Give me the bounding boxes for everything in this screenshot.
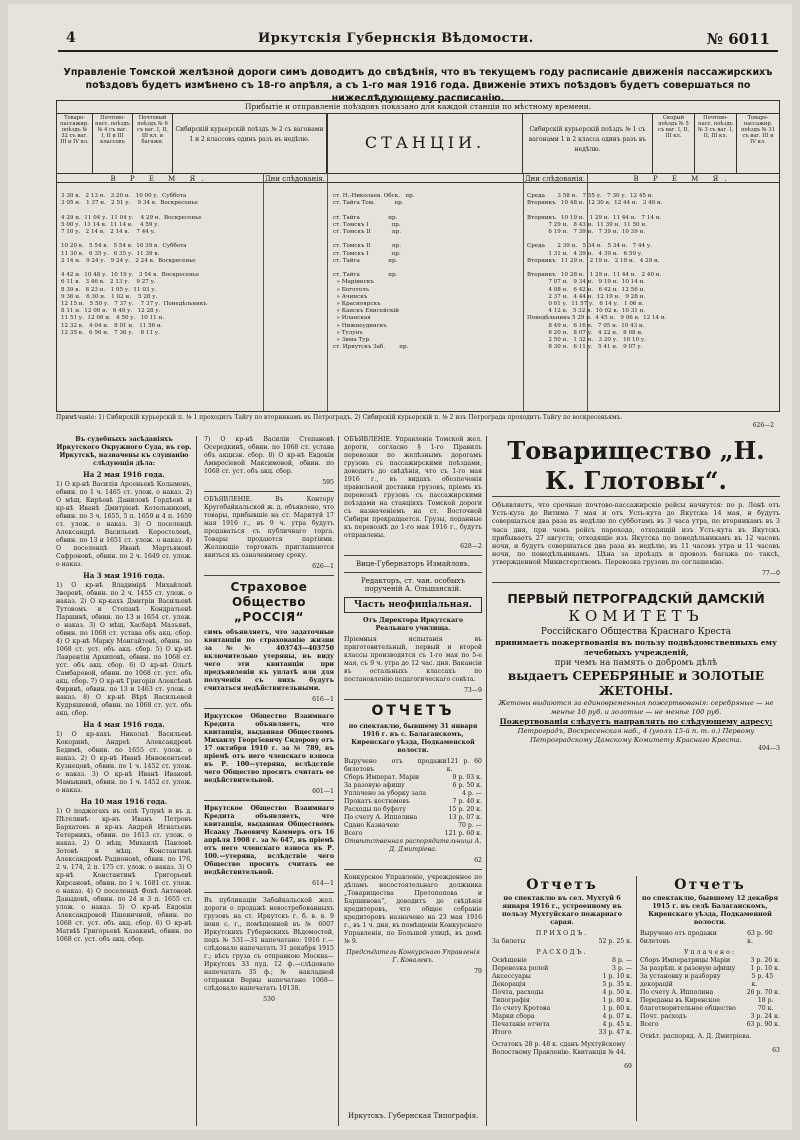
divider xyxy=(204,892,334,893)
divider xyxy=(204,800,334,801)
report-line-amount: 4 р. 50 к. xyxy=(602,989,632,996)
report-line-amount: 1 р. 10 к. xyxy=(602,973,632,980)
days-label-left: Дни слѣдованія. xyxy=(264,175,326,183)
report-line xyxy=(492,938,632,946)
report-line-amount: 4 р. 45 к. xyxy=(602,1021,632,1028)
newspaper-page xyxy=(8,4,792,1130)
court-date-heading: На 4 мая 1916 года. xyxy=(83,720,165,729)
report-line-label: Декорація xyxy=(492,981,526,988)
report-line xyxy=(640,989,780,997)
report-line-label: По счету А. Ипполина xyxy=(344,814,418,821)
announcement-text: Въ публикаціи Забайкальской жел. дороги о продажѣ невостребованныхъ грузовъ на ст. Иркутскъ г. б. в. в. 9 іюня с. г., помѣщенной въ № 6007 Иркутскихъ Губернскихъ Вѣдомостей, подъ № 531—31 напечатано: 1916 г.—слѣдовало напечатать 31 декабря 1915 г.; вѣсъ груза съ отпрaвкою Москва—Иркутскъ 33 пуд. 12 ф.—слѣдовало напечатать 35 ф.; № накладной отправки Вервы напечатано 1068—слѣдовало напечатать 10138. xyxy=(204,897,334,992)
announcement-ref: 73—9 xyxy=(464,687,482,694)
stations-heading: СТАНЦІИ. xyxy=(327,113,523,173)
report-line xyxy=(344,798,482,806)
report-line xyxy=(640,930,780,946)
report-signature: Отвѣтственная распорядительница А. Д. Дмитріева. xyxy=(344,838,482,853)
timetable-header-left-2: Почтово-пасс. поѣздъ № 4 съ ваг. I, II и III классовъ xyxy=(93,113,133,173)
income-lines xyxy=(640,930,780,946)
unofficial-section-heading: Часть неофиціальная. xyxy=(344,597,482,613)
court-date-heading: На 2 мая 1916 года. xyxy=(83,470,165,479)
announcement-ref: 626—1 xyxy=(312,563,334,570)
report-line-amount: 1 р. 60 к. xyxy=(602,1005,632,1012)
report-line-amount: 13 р. 07 к. xyxy=(448,814,482,821)
court-intro: Въ судебныхъ засѣданіяхъ Иркутского Окружного Суда, въ гор. Иркутскѣ, назначены къ слушанію слѣдующія дѣла: xyxy=(56,436,192,467)
timetable-header-left-3: Почтовый поѣздъ № 6 съ ваг. I, II, III кл. и багажн. xyxy=(133,113,173,173)
report-line-amount: 33 р. 47 к. xyxy=(598,1029,632,1036)
court-cases: 1) О кр-кахъ Николаѣ Васильевѣ Кокоринѣ, Андреѣ Александровѣ Бедимѣ, обвин. по 1655 ст. улож. о наказ. 2) О кр-нѣ Иванѣ Иннокентьевѣ Кузнецовѣ, обвин. по 1 ч. 1452 ст. улож. о наказ. 3) О кр-нѣ Иванѣ Ивановѣ Мамыкинѣ, обвин. по 1 ч. 1452 ст. улож. о наказ. xyxy=(56,731,192,794)
report-footer: Остатокъ 28 р. 48 к. сданъ Мухтуйскому Волостному Правленію. Квитанція № 44. xyxy=(492,1041,626,1056)
report-line xyxy=(640,965,780,973)
divider xyxy=(344,555,482,556)
report-line-amount: 1 р. 80 к. xyxy=(602,997,632,1004)
time-label-left: В Р Е М Я. xyxy=(57,173,263,183)
divider xyxy=(344,572,482,573)
report-line-amount: 52 р. 25 к. xyxy=(598,938,632,945)
report-line-amount: 3 р. 26 к. xyxy=(750,957,780,964)
address-label: Пожертвованія слѣдуетъ направлять по слѣдующему адресу: xyxy=(499,716,773,726)
timetable-header-left-4: Сибирскій курьерскій поѣздъ № 2 съ вагонами 1 и 2 классовъ одинъ разъ въ недѣлю. xyxy=(173,113,327,173)
glotov-text: Объявляетъ, что срочные почтово-пассажирскіе рейсы начнутся: по р. Ленѣ отъ Усть-кута до Витима 7 мая и отъ Усть-кута до Якутска 14 мая, и будутъ совершаться два раза въ недѣлю по субботамъ въ 3 часа утра, по вторникамъ въ 3 часа дня, при чемъ рейсъ парохода, отходящій изъ Усть-кута въ Якутскъ прибываетъ 27 августа; отходящіе изъ Якутска по понедѣльникамъ въ 12 часовъ ночи, и будутъ совершаться два раза въ недѣлю, въ 11 часовъ утра и 11 часовъ ночи, по понедѣльникамъ. Цѣна за проѣздъ и провозъ багажа по таксѣ, утвержденной Министерствомъ. Перевозка грузовъ по соглашенію. xyxy=(492,501,780,567)
report-line-amount: 18 р. 70 к. xyxy=(757,997,774,1012)
address-text: Петроградъ, Воскресенская наб., 4 (уголъ 15-й п. т. о.) Первому Петроградскому Дамскому Комитету Краснаго Креста. xyxy=(517,726,755,744)
editor-signature: Редакторъ, ст. чан. особыхъ порученій А. Ольшанскій. xyxy=(361,577,465,593)
timetable-header-right-1: Сибирскій курьерскій поѣздъ № 1 съ вагонами 1 и 2 класса одинъ разъ въ недѣлю. xyxy=(523,113,653,173)
income-lines xyxy=(492,938,632,946)
timetable-header-left-1: Товаро-пассажир. поѣздъ № 32 съ ваг. III и IV кл. xyxy=(57,113,93,173)
timetable-footnote-text: Примѣчаніе: 1) Сибирскій курьерскій п. № 1 проходитъ Тайгу по вторникамъ въ Петроградъ. 2) Сибирскій курьерскій п. № 2 изъ Петрограда проходитъ Тайгу по воскресеньямъ. xyxy=(56,414,623,421)
report-line xyxy=(344,790,482,798)
announcement-text: Иркутское Общество Взаимнаго Кредита объявляетъ, что квитанція, выданная Обществомъ Михаилу Георгіевичу Сидорову отъ 17 октября 1910 г. за № 789, въ пріемѣ отъ него членскаго взноса въ Р. 100—утеряна, вслѣдствіе чего Общество проситъ считать ее недѣйствительной. xyxy=(204,713,334,784)
report-line-label: Прокатъ костюмовъ xyxy=(344,798,410,805)
report-line xyxy=(344,822,482,830)
report-line xyxy=(640,997,780,1013)
court-date-heading: На 3 мая 1916 года. xyxy=(83,571,165,580)
report-line-label: Всего xyxy=(344,830,363,837)
timetable-left-rows: 3 30 в. 2 13 н. 3 20 н. 10 00 у. Суббота 3 05 н. 1 37 н. 2 51 у. 9 34 в. Воскресенье 4 29 н. 11 04 у. 11 04 у. 4 29 н. Воскресенье 5 00 у. 11 14 в. 11 14 в. 4 59 у. 7 10 у. 2 14 в. 2 14 в. 7 44 у. 10 20 в. 5 54 в. 5 54 в. 10 39 в. Суббота 11 30 в. 6 35 у. 6 35 у. 11 39 в. 2 14 н. 9 24 у. 9 24 у. 2 24 в. Воскресенье 4 42 н. 10 48 у. 10 19 у. 3 54 в. Воскресенье 6 11 в. 3 46 в. 2 13 у. 9 27 у. 8 39 в. 8 23 н. 1 05 у. 11 03 у. 9 36 н. 6 30 н. 1 02 н. 5 28 у. 12 15 н. 5 50 у. 7 37 у. 7 37 у. Понедѣльникъ 8 11 н. 12 00 н. 6 40 у. 12 28 у. 11 51 у. 12 09 н. 4 50 у. 10 11 н. 12 32 в. 4 04 н. 8 01 н. 11 56 н. 12 35 в. 6 56 н. 7 36 у. 8 11 у. xyxy=(61,193,207,336)
report-mukhtui xyxy=(492,876,637,1121)
expense-lines xyxy=(492,957,632,1037)
report-line xyxy=(640,1013,780,1021)
announcement-ref: 77—0 xyxy=(762,569,780,577)
divider xyxy=(492,582,780,583)
report-line-amount: 5 р. 35 к. xyxy=(602,981,632,988)
timetable-header-right-4: Товаро-пассажир. поѣздъ № 31 съ ваг. III и IV кл. xyxy=(741,115,775,145)
tokens-line: выдаетъ СЕРЕБРЯНЫЕ и ЗОЛОТЫЕ ЖЕТОНЫ. xyxy=(507,668,765,698)
report-line-amount: 5 р. 45 к. xyxy=(751,973,774,988)
announcement-ref: 69 xyxy=(624,1063,632,1071)
announcement-ref: 616—1 xyxy=(312,696,334,703)
report-line xyxy=(640,973,780,989)
report-line xyxy=(492,957,632,965)
report-line xyxy=(344,814,482,822)
announcement-ref: 63 xyxy=(772,1047,780,1055)
announcement-ref: 595 xyxy=(322,479,334,486)
donations-line: принимаетъ пожертвованія въ пользу подвѣдомственныхъ ему лечебныхъ учрежденій, xyxy=(495,637,777,657)
issue-number: № 6011 xyxy=(706,30,770,48)
announcement-text: симъ объявляетъ, что задаточные квитанціи по страхованію жизни за №№ 403743—403750 включительно утеряны, въ виду чего эти квитанціи при предъявленіи къ уплатѣ или для полученія съ нихъ будутъ считаться недѣйствительными. xyxy=(204,629,334,692)
report-line xyxy=(492,1021,632,1029)
court-date-heading: На 10 мая 1916 года. xyxy=(80,797,168,806)
committee-word: КОМИТЕТЪ xyxy=(568,606,704,625)
report-line-label: Всего xyxy=(640,1021,659,1028)
school-heading: Отъ Директора Иркутскаго Реальнаго училища. xyxy=(363,617,463,632)
report-line-label: Почта, расходы xyxy=(492,989,544,996)
report-line xyxy=(492,1029,632,1037)
report-line-label: Освѣщеніе xyxy=(492,957,527,964)
tokens-conditions: Жетоны выдаются за единовременныя пожертвованія: серебряные — не менѣе 10 руб. и золотые — не менѣе 100 руб. xyxy=(498,698,774,716)
report-line-label: Выручено отъ продажи билетовъ xyxy=(640,930,717,945)
report-line-amount: 4 р. 07 к. xyxy=(602,1013,632,1020)
report-line xyxy=(492,989,632,997)
report-line-amount: 1 р. 10 к. xyxy=(750,965,780,972)
time-label-right: В Р Е М Я. xyxy=(587,173,779,183)
report-heading: ОТЧЕТЪ xyxy=(371,703,455,719)
report-line-amount: 121 р. 60 к. xyxy=(446,758,482,773)
timetable-caption: Прибытіе и отправленіе поѣздовъ показано для каждой станціи по мѣстному времени. xyxy=(57,101,779,114)
report-line-amount: 26 р. 70 к. xyxy=(746,989,780,996)
report-balagansk xyxy=(640,876,780,1121)
income-label: ПРИХОДЪ. xyxy=(535,930,589,937)
report-line xyxy=(492,997,632,1005)
report-line-label: Печатаніе отчета xyxy=(492,1021,550,1028)
report-line-label: По счету А. Ипполина xyxy=(640,989,714,996)
announcement-ref: 79 xyxy=(474,968,482,975)
divider xyxy=(327,173,328,411)
report-subheading: по спектаклю, бывшему 12 декабря 1915 г. въ селѣ Балаганскомъ, Киренскаго уѣзда, Подкаменной волости. xyxy=(641,894,779,926)
report-lines xyxy=(344,758,482,838)
report-line-label: Марки сбора xyxy=(492,1013,535,1020)
report-line xyxy=(492,973,632,981)
announcement-text: Конкурсное Управленіе, учрежденное по дѣламъ несостоятельнаго должника „Товарищества Протопопова и Баршинова“, доводитъ до свѣдѣнія кредиторовъ, что общее собраніе кредиторовъ назначено на 23 мая 1916 г., въ 1 ч. дня, въ помѣщеніи Конкурснаго Управленія, по Большой улицѣ, въ домѣ № 9. xyxy=(344,874,482,945)
column-official xyxy=(344,436,487,1126)
announcement-ref: 530 xyxy=(263,996,275,1003)
report-line-amount: 70 р. — xyxy=(458,822,482,829)
memory-line: при чемъ на память о добромъ дѣлѣ xyxy=(554,657,718,668)
report-line-amount: 63 р. 90 к. xyxy=(747,930,773,945)
printer-imprint: Иркутскъ. Губернская Типографія. xyxy=(348,1112,479,1120)
report-line-amount: 63 р. 90 к. xyxy=(746,1021,780,1028)
timetable-footnote xyxy=(56,414,780,429)
report-line xyxy=(640,957,780,965)
stations-label-gap xyxy=(327,173,523,183)
report-line-label: Выручено отъ продажи билетовъ xyxy=(344,758,447,773)
report-line-label: Сборъ Императрицы Маріи xyxy=(640,957,731,964)
report-line-label: По счету Кротова xyxy=(492,1005,551,1012)
report-line-amount: 3 р. 24 к. xyxy=(750,1013,780,1020)
column-announcements xyxy=(204,436,339,1126)
report-line xyxy=(344,806,482,814)
timetable-right-rows: Среда 3 58 н. 7 55 у. 7 30 у. 12 45 н. Вторникъ 10 48 н. 12 30 в. 12 44 н. 3 40 н. Вторникъ 10 19 н. 1 29 н. 11 44 н. 7 14 н. 7 29 н. 8 43 н. 11 39 н. 11 50 н. 6 19 н. 7 39 н. 7 39 н. 10 39 н. Среда 2 39 н. 5 34 н. 5 34 н. 7 44 у. 1 31 н. 4 39 н. 4 39 н. 6 59 у. Вторникъ 11 29 н. 2 19 н. 2 19 н. 4 29 н. Вторникъ 10 28 н. 1 29 н. 11 44 н. 2 40 н. 7 07 н. 9 34 н. 9 19 н. 10 14 н. 4 08 н. 6 42 н. 6 42 н. 12 56 н. 2 37 н. 4 44 н. 12 19 н. 9 28 н. 0 01 у. 11 57 у. 6 14 у. 1 06 н. 4 12 в. 5 32 в. 10 02 в. 10 31 н. Понедѣльникъ 5 29 н. 4 45 н. 9 06 в. 12 14 н. 8 49 н. 6 16 в. 7 05 н. 10 43 н. 6 20 н. 8 07 у. 4 22 н. 8 08 н. 2 50 н. 1 32 н. 3 20 у. 10 10 у. 8 30 н. 6 11 у. 5 41 н. 9 07 у. xyxy=(527,193,667,351)
announcement-ref: 62 xyxy=(474,857,482,864)
page-number: 4 xyxy=(66,30,76,46)
report-line xyxy=(492,1005,632,1013)
report-line-amount: 3 р. — xyxy=(612,965,632,972)
report-line-label: За разрѣш. и разовую афишу xyxy=(640,965,736,972)
report-line-amount: 121 р. 60 к. xyxy=(444,830,482,837)
timetable-station-rows: ст. Н.-Николаев. Обск. пр. ст. Тайга Том. пр. ст. Тайга пр. ст. Томскъ I пр. ст. Томскъ II пр. ст. Томскъ II пр. ст. Томскъ I пр. ст. Тайга пр. ст. Тайга пр. » Маріинскъ » Боготолъ » Ачинскъ » Красноярскъ » Канскъ Енисейскій » Иланская » Нижнеудинскъ » Тулунъ » Зима Тур. ст. Иркутскъ Заб. пр. xyxy=(333,193,415,351)
report-line xyxy=(492,981,632,989)
days-label-right: Дни слѣдованія. xyxy=(524,175,586,183)
insurance-heading: Страховое Общество „РОССІЯ“ xyxy=(230,580,308,624)
report-line-label: Типографія xyxy=(492,997,530,1004)
report-footer: Отвѣт. распоряд. А. Д. Дмитріева. xyxy=(640,1033,752,1040)
report-line-label: Почт. расходъ xyxy=(640,1013,687,1020)
committee-heading: ПЕРВЫЙ ПЕТРОГРАДСКІЙ ДАМСКІЙ xyxy=(507,590,765,606)
red-cross-line: Россійскаго Общества Краснаго Креста xyxy=(540,626,732,637)
report-line-label: Аксессуары xyxy=(492,973,531,980)
report-line xyxy=(492,1013,632,1021)
announcement-ref: 628—2 xyxy=(460,543,482,550)
announcement-text: ОБЪЯВЛЕНІЕ. Управленіе Томской жел. дороги, согласно § 1-го Правилъ перевозки по желѣзнымъ дорогамъ грузовъ съ пассажирскими поѣздами, доводитъ до свѣдѣнія, что съ 1-го мая 1916 г., въ видахъ обезпеченія правильной доставки грузовъ, пріемъ къ перевозкѣ грузовъ съ пассажирскими поѣздами на станціяхъ Томской дороги съ назначеніемъ на ст. Восточной Сибири прекращается. Грузы, поданные къ перевозкѣ до 1-го мая 1916 г., будутъ отправлены. xyxy=(344,436,482,539)
divider xyxy=(523,173,524,411)
divider xyxy=(204,575,334,576)
divider xyxy=(344,699,482,700)
timetable-header-right-3: Почтово-пасс. поѣздъ № 3 съ ваг. I, II, III кл. xyxy=(695,113,737,173)
report-line xyxy=(640,1021,780,1029)
report-line-label: Сдано Казначею xyxy=(344,822,399,829)
report-heading: Отчетъ xyxy=(674,877,746,893)
announcement-ref: 614—1 xyxy=(312,880,334,887)
report-line-label: Расходы по буфету xyxy=(344,806,406,813)
expense-label: РАСХОДЪ. xyxy=(536,949,588,956)
report-line-label: Сборъ Императ. Маріи xyxy=(344,774,420,781)
report-line-amount: 9 р. 03 к. xyxy=(452,774,482,781)
court-cases: 1) О кр-нѣ Василія Арсеньевѣ Колымовъ, обвин. по 1 ч. 1465 ст. улож. о наказ. 2) О мѣщ. Кирѣевѣ Даниловѣ Гордѣевѣ и кр-нѣ Иванѣ Дмитріевѣ Котельниковѣ, обвин. по 3 ч. 1655, 5 п. 1659 и 4 п. 1659 ст. улож. о наказ. 3) О поселенцѣ Александрѣ Васильевѣ Коростелевѣ, обвин. по 13 и 1651 ст. улож. о наказ. 4) О поселенцѣ Иванѣ Мартьяновѣ Сафроновѣ, обвин. по 2 ч. 1649 ст. улож. о наказ. xyxy=(56,481,192,568)
report-line-label: Уплачено за уборку зала xyxy=(344,790,427,797)
announcement-text: Пріемныя испытанія въ приготовительный, первый и второй классы производятся съ 1-го мая по 5-е мая, съ 9 ч. утра до 12 час. дня. Вакансіи въ остальныхъ классахъ по постановленію педагогическаго совѣта. xyxy=(344,636,482,683)
report-line-amount: 8 р. — xyxy=(612,957,632,964)
divider xyxy=(204,491,334,492)
report-line-amount: 6 р. 50 к. xyxy=(452,782,482,789)
divider xyxy=(204,708,334,709)
timetable-ref: 626—2 xyxy=(752,422,774,429)
newspaper-title: Иркутскія Губернскія Вѣдомости. xyxy=(258,31,534,46)
court-cases: 1) О поджогахъ въ селѣ Тулунѣ и въ д. Пѣтелинѣ: кр-нъ Иванъ Петровъ Бархатовъ и кр-нъ Андрей Игнатьевъ Тетерникъ, обвин. по 1613 ст. улож. о наказ. 2) О мѣщ. Михаилѣ Павловѣ Зотовѣ и мѣщ. Константинѣ Александровѣ Радионовѣ, обвин. по 176, 2 ч. 174, 2 п. 175 ст. улож. о наказ. 3) О кр-нѣ Константинѣ Григорьевѣ Кирсановѣ, обвин. по 1 ч. 1681 ст. улож. о наказ. 4) О поселенцѣ Фокѣ Антоновѣ Давыдовѣ, обвин. по 24 и 3 п. 1655 ст. улож. о наказ. 5) О кр-нѣ Евдокіи Александровой Пшеничной, обвин. по 1068 ст. уст. объ акц. сбор. 6) О кр-нѣ Матвѣѣ Григорьевѣ Казакинѣ, обвин. по 1068 ст. уст. объ акц. сбор. xyxy=(56,808,192,943)
report-line-label: За разовую афишу xyxy=(344,782,405,789)
announcement-ref: 494—3 xyxy=(758,744,780,752)
vice-governor-signature: Вице-Губернаторъ Измайловъ. xyxy=(356,560,470,568)
announcement-text: 7) О кр-нѣ Василіи Степановѣ Осередкинѣ, обвин. по 1068 ст. устава объ акцизн. сбор. 8) О кр-нѣ Евдокіи Амвросіевой Максимовой, обвин. по 1068 ст. уст. объ акц. сбор. xyxy=(204,436,334,475)
report-line-label: За билеты xyxy=(492,938,526,945)
railway-notice: Управленіе Томской желѣзной дороги симъ доводитъ до свѣдѣнія, что въ текущемъ году расписаніе движенія пассажирскихъ поѣздовъ будетъ измѣнено съ 18-го апрѣля, а съ 1-го мая 1916 года. Движеніе этихъ поѣздовъ будетъ совершаться по нижеслѣдующему расписанію. xyxy=(63,67,773,104)
report-line xyxy=(344,830,482,838)
announcement-signature: Предсѣдатель Конкурснаго Управленія Г. Ковалевъ. xyxy=(346,949,480,964)
railway-timetable xyxy=(56,100,780,412)
announcement-ref: 601—1 xyxy=(312,788,334,795)
report-heading: Отчетъ xyxy=(526,877,598,893)
expense-lines xyxy=(640,957,780,1029)
timetable-header-right-2: Скорый поѣздъ № 5 съ ваг. I, II, III кл. xyxy=(653,113,695,173)
column-advertisements xyxy=(492,436,780,856)
report-line xyxy=(492,965,632,973)
report-line-amount: 4 р. — xyxy=(462,790,482,797)
report-line-amount: 15 р. 20 к. xyxy=(448,806,482,813)
column-court-sessions xyxy=(56,436,197,1126)
report-line-label: Перевозка ролей xyxy=(492,965,549,972)
report-line-amount: 7 р. 40 к. xyxy=(452,798,482,805)
report-subheading: по спектаклю въ сел. Мухтуй 6 января 1916 г., устроенному въ пользу Мухтуйскаго пожарнаго сарая. xyxy=(502,894,622,926)
announcement-text: Иркутское Общество Взаимнаго Кредита объявляетъ, что квитанція, выданная Обществомъ Исааку Львовичу Каммеръ отъ 16 апрѣля 1908 г. за № 647, въ пріемѣ отъ него членскаго взноса въ Р. 100.—утеряна, вслѣдствіе чего Общество проситъ считать ее недѣйствительной. xyxy=(204,805,334,876)
report-subheading: по спектаклю, бывшему 31 января 1916 г. въ с. Балаганскомъ, Киренскаго уѣзда, Подкаменской волости. xyxy=(348,723,478,754)
masthead xyxy=(58,30,778,52)
report-line-label: За установку и разборку декорацій xyxy=(640,973,721,988)
report-line xyxy=(344,758,482,774)
report-line-label: Переданы въ Киренское благотворительное общество xyxy=(640,997,736,1012)
divider xyxy=(344,869,482,870)
report-line xyxy=(344,774,482,782)
report-line xyxy=(344,782,482,790)
court-cases: 1) О кр-нѣ Владимірѣ Михайловѣ Зверевѣ, обвин. по 2 ч. 1455 ст. улож. о наказ. 2) О кр-кахъ Дмитріи Васильевѣ Тутовомъ и Степанѣ Кондратьевѣ Паршинѣ, обвин. по 13 и 1654 ст. улож. о наказ. 3) О мѣщ. Хасбарѣ Мазъянѣ, обвин. по 1068 ст. устава объ акц. сбор. 4) О кр-нѣ Марку Монгайтовѣ, обвин. по 1068 ст. уст. объ акц. сбор. 5) О кр-нѣ Лаврентіи Архиповѣ, обвин. по 1068 ст. уст. объ акц. сбор. 6) О кр-нѣ Ольгѣ Самбаровой, обвин. по 1068 ст. уст. объ акц. сбор. 7) О кр-нѣ Григоріи Алексѣевѣ Фиринѣ, обвин. по 13 и 1463 ст. улож. о наказ. 8) О кр-нѣ Вѣрѣ Васильевой Кудряшевой, обвин. по 1068 ст. уст. объ акц. сбор. xyxy=(56,582,192,717)
announcement-text: ОБЪЯВЛЕНІЕ. Въ Контору Кругобайкальской ж. д. объявлено, что товары, прибывшіе на ст. Маритуй 17 мая 1916 г., въ 9 ч. утра будутъ продаваться съ публичнаго торга. Товары продаются партіями. Желающіе торговать приглашаются явиться къ означенному сроку. xyxy=(204,496,334,559)
report-line-label: Итого xyxy=(492,1029,512,1036)
glotov-heading: Товарищество „Н. К. Глотовы“. xyxy=(492,436,780,497)
expense-label: Уплачено: xyxy=(684,949,736,956)
